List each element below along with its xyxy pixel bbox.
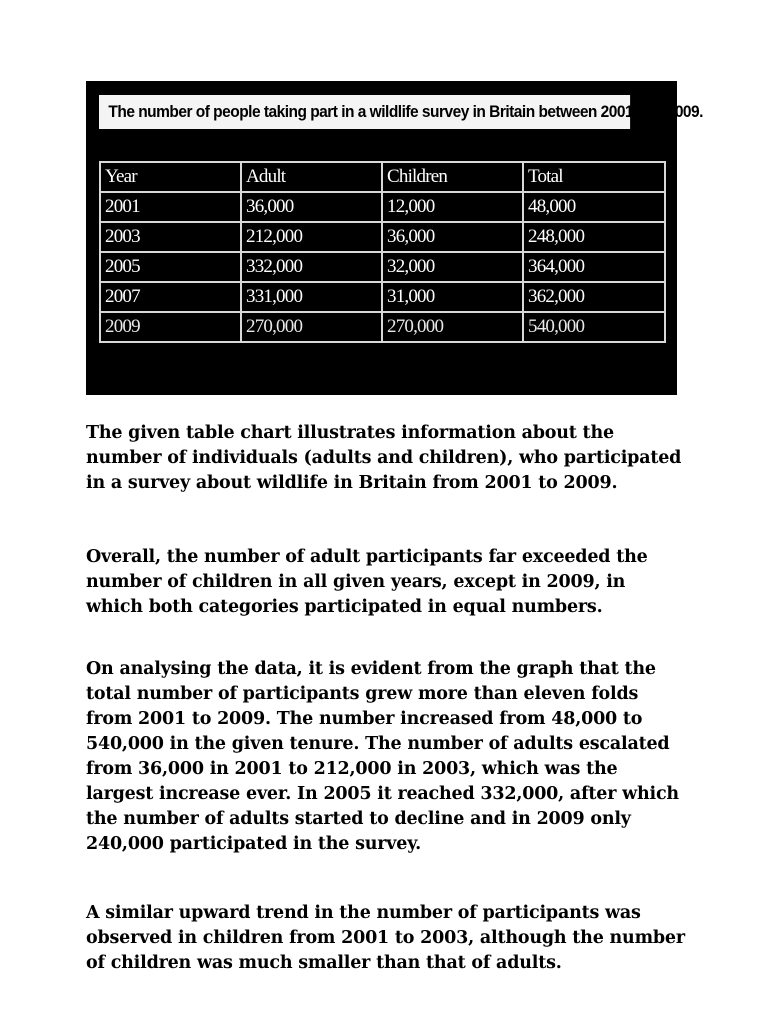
header-adult: Adult bbox=[241, 162, 382, 192]
header-total: Total bbox=[523, 162, 665, 192]
cell-total: 48,000 bbox=[523, 192, 665, 222]
cell-children: 31,000 bbox=[382, 282, 523, 312]
paragraph-introduction: The given table chart illustrates information about the number of individuals (adults and children), who participated in a survey about wildlife in Britain from 2001 to 2009. bbox=[86, 423, 682, 493]
cell-year: 2009 bbox=[100, 312, 241, 342]
header-children: Children bbox=[382, 162, 523, 192]
cell-year: 2005 bbox=[100, 252, 241, 282]
cell-adult: 212,000 bbox=[241, 222, 382, 252]
table-row bbox=[100, 192, 665, 222]
paragraph-children-analysis: A similar upward trend in the number of participants was observed in children from 2001 to 2003, although the number of children was much smaller than that of adults. bbox=[86, 903, 685, 973]
cell-adult: 332,000 bbox=[241, 252, 382, 282]
table-row bbox=[100, 252, 665, 282]
table-row bbox=[100, 222, 665, 252]
paragraph-adult-analysis: On analysing the data, it is evident from the graph that the total number of participants grew more than eleven folds from 2001 to 2009. The number increased from 48,000 to 540,000 in the given tenure. The number of adults escalated from 36,000 in 2001 to 212,000 in 2003, which was the largest increase ever. In 2005 it reached 332,000, after which the number of adults started to decline and in 2009 only 240,000 participated in the survey. bbox=[86, 659, 679, 854]
cell-children: 12,000 bbox=[382, 192, 523, 222]
cell-children: 36,000 bbox=[382, 222, 523, 252]
cell-children: 270,000 bbox=[382, 312, 523, 342]
cell-total: 364,000 bbox=[523, 252, 665, 282]
cell-year: 2001 bbox=[100, 192, 241, 222]
cell-total: 540,000 bbox=[523, 312, 665, 342]
cell-adult: 36,000 bbox=[241, 192, 382, 222]
table-header-row bbox=[100, 162, 665, 192]
cell-year: 2007 bbox=[100, 282, 241, 312]
table-row bbox=[100, 312, 665, 342]
cell-year: 2003 bbox=[100, 222, 241, 252]
header-year: Year bbox=[100, 162, 241, 192]
survey-data-table bbox=[99, 161, 666, 343]
cell-adult: 270,000 bbox=[241, 312, 382, 342]
table-row bbox=[100, 282, 665, 312]
wildlife-survey-table-image bbox=[86, 81, 703, 395]
paragraph-overview: Overall, the number of adult participants far exceeded the number of children in all given years, except in 2009, in which both categories participated in equal numbers. bbox=[86, 547, 648, 617]
cell-children: 32,000 bbox=[382, 252, 523, 282]
cell-total: 362,000 bbox=[523, 282, 665, 312]
cell-adult: 331,000 bbox=[241, 282, 382, 312]
table-title: The number of people taking part in a wildlife survey in Britain between 2001 and 2009. bbox=[99, 95, 630, 129]
cell-total: 248,000 bbox=[523, 222, 665, 252]
